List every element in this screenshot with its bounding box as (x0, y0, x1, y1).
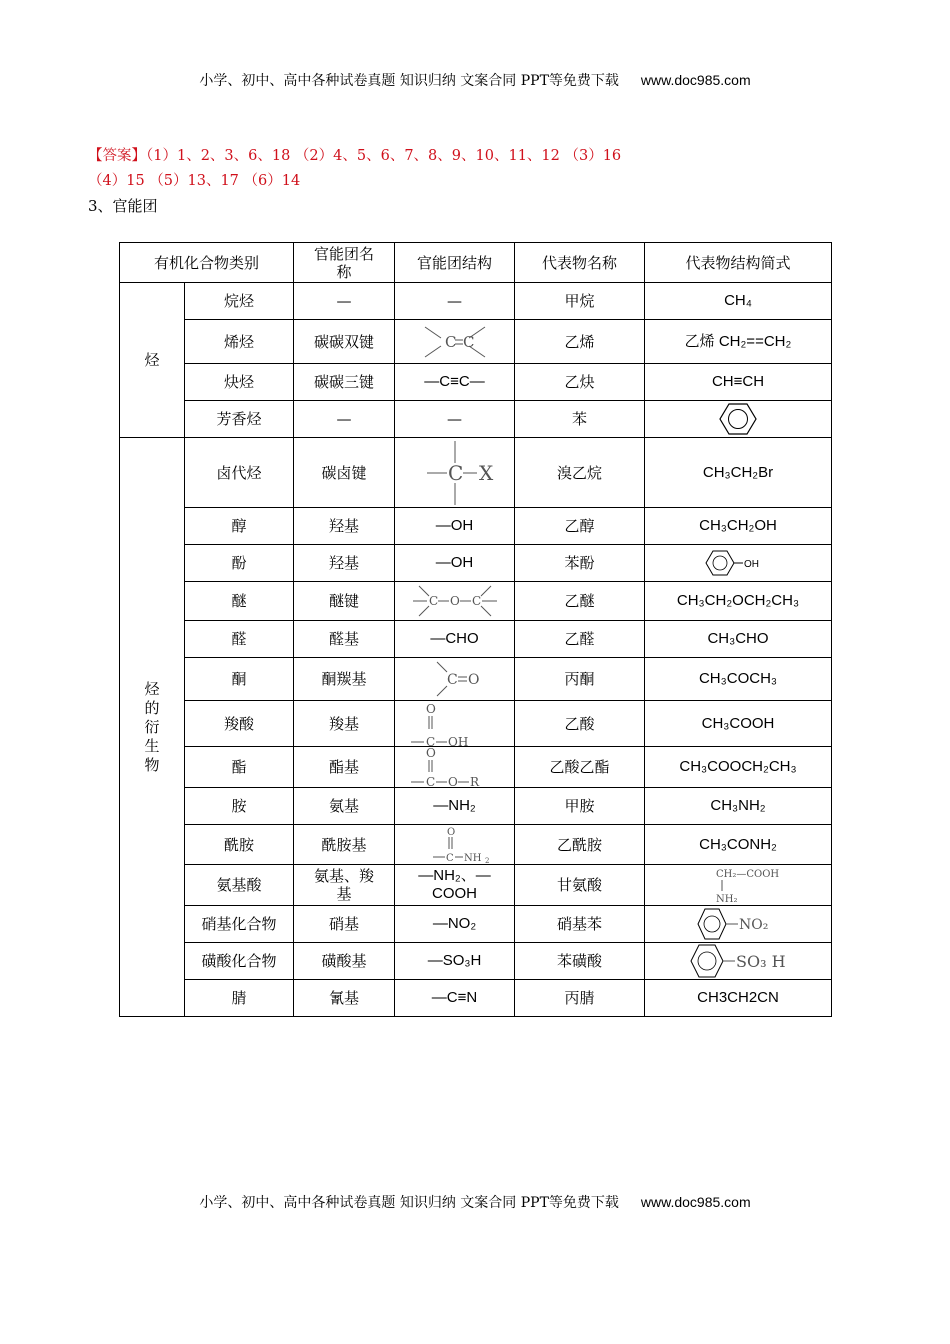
alkene-structure (395, 320, 515, 364)
table-row (120, 621, 832, 658)
svg-text:C: C (445, 853, 454, 864)
cell-fg-structure: —C≡N (395, 980, 515, 1017)
table-row (120, 401, 832, 438)
cell-rep-formula: CH₃CONH₂ (645, 825, 832, 865)
svg-text:O: O (425, 747, 436, 760)
svg-text:C: C (428, 594, 438, 608)
group-hydrocarbon: 烃 (120, 283, 185, 438)
halide-structure (395, 438, 515, 508)
cell-fg-structure: —OH (395, 545, 515, 582)
table-header-row (120, 243, 832, 283)
cell-rep-name: 乙烯 (515, 320, 645, 364)
cell-rep-formula: CH₃CH₂OH (645, 508, 832, 545)
cell-category: 羧酸 (185, 701, 294, 747)
carboxyl-structure (395, 701, 515, 747)
svg-text:C: C (471, 594, 481, 608)
svg-text:O: O (446, 827, 455, 838)
cell-rep-formula: CH₃NH₂ (645, 788, 832, 825)
svg-text:OH: OH (744, 559, 759, 570)
footer-text: 小学、初中、高中各种试卷真题 知识归纳 文案合同 PPT等免费下载 (199, 1195, 619, 1211)
svg-text:O: O (449, 594, 460, 608)
svg-text:O: O (425, 702, 436, 716)
table-row (120, 582, 832, 621)
svg-text:C: C (425, 775, 435, 787)
cell-rep-name: 乙醇 (515, 508, 645, 545)
cell-fg-structure: —OH (395, 508, 515, 545)
cell-category: 磺酸化合物 (185, 943, 294, 980)
cell-fg-name: 硝基 (294, 906, 395, 943)
ether-structure (395, 582, 515, 621)
svg-text:C: C (446, 672, 458, 688)
cell-category: 烯烃 (185, 320, 294, 364)
cell-category: 酰胺 (185, 825, 294, 865)
cell-rep-formula: CH₃CH₂OCH₂CH₃ (645, 582, 832, 621)
cell-rep-name: 乙酸 (515, 701, 645, 747)
cell-fg-structure: — (395, 283, 515, 320)
answer-line-2: （4）15 （5）13、17 （6）14 (88, 173, 301, 189)
cell-fg-name: 羟基 (294, 545, 395, 582)
cell-fg-name: — (294, 283, 395, 320)
cell-rep-formula: CH≡CH (645, 364, 832, 401)
cell-fg-name: 醚键 (294, 582, 395, 621)
cell-rep-formula: CH₃COOCH₂CH₃ (645, 747, 832, 788)
benzenesulfonic-structure (645, 943, 832, 980)
cell-category: 酯 (185, 747, 294, 788)
cell-category: 醇 (185, 508, 294, 545)
cell-category: 芳香烃 (185, 401, 294, 438)
cell-rep-name: 乙炔 (515, 364, 645, 401)
ketone-structure (395, 658, 515, 701)
cell-fg-name: 碳碳双键 (294, 320, 395, 364)
table-row (120, 980, 832, 1017)
cell-category: 氨基酸 (185, 865, 294, 906)
footer-site[interactable]: www.doc985.com (640, 1194, 751, 1210)
cell-category: 硝基化合物 (185, 906, 294, 943)
svg-text:OH: OH (447, 735, 468, 746)
svg-text:C: C (462, 332, 474, 351)
cell-fg-name: 羧基 (294, 701, 395, 747)
svg-text:O: O (467, 672, 479, 688)
cell-fg-name: — (294, 401, 395, 438)
cell-rep-formula: CH₄ (645, 283, 832, 320)
cell-fg-name: 氨基 (294, 788, 395, 825)
cell-rep-name: 甲烷 (515, 283, 645, 320)
svg-text:NH: NH (463, 853, 481, 864)
cell-rep-name: 乙醚 (515, 582, 645, 621)
table-row (120, 438, 832, 508)
table-row (120, 906, 832, 943)
cell-fg-structure: —NO₂ (395, 906, 515, 943)
table-row (120, 825, 832, 865)
cell-fg-structure: — (395, 401, 515, 438)
cell-category: 醛 (185, 621, 294, 658)
cell-fg-name: 醛基 (294, 621, 395, 658)
cell-category: 酮 (185, 658, 294, 701)
table-row (120, 364, 832, 401)
header-rep-formula: 代表物结构简式 (645, 243, 832, 283)
cell-rep-name: 乙酰胺 (515, 825, 645, 865)
cell-fg-name: 碳碳三键 (294, 364, 395, 401)
nitrobenzene-structure (645, 906, 832, 943)
table-row (120, 701, 832, 747)
cell-fg-name: 酮羰基 (294, 658, 395, 701)
cell-rep-formula: 乙烯 CH₂==CH₂ (645, 320, 832, 364)
cell-rep-name: 丙腈 (515, 980, 645, 1017)
svg-text:NH₂: NH₂ (716, 894, 738, 905)
header-rep-name: 代表物名称 (515, 243, 645, 283)
cell-rep-formula: CH₃CH₂Br (645, 438, 832, 508)
amide-structure (395, 825, 515, 865)
svg-text:C: C (444, 332, 456, 351)
cell-rep-name: 乙醛 (515, 621, 645, 658)
answer-line-1: 【答案】（1）1、2、3、6、18 （2）4、5、6、7、8、9、10、11、12 （3）16 (88, 148, 622, 164)
header-fg-structure: 官能团结构 (395, 243, 515, 283)
svg-text:O: O (447, 775, 458, 787)
page-header (0, 70, 950, 90)
table-row (120, 283, 832, 320)
svg-text:CH₂—COOH: CH₂—COOH (716, 869, 780, 880)
section-title: 3、官能团 (88, 197, 158, 215)
cell-fg-name: 酰胺基 (294, 825, 395, 865)
group-derivative: 烃的衍生物 (120, 438, 185, 1017)
table-row (120, 747, 832, 788)
phenol-structure (645, 545, 832, 582)
cell-fg-structure: —C≡C— (395, 364, 515, 401)
table-row (120, 788, 832, 825)
table-row (120, 508, 832, 545)
cell-fg-structure: —NH₂、—COOH (395, 865, 515, 906)
svg-text:NO₂: NO₂ (739, 917, 769, 933)
cell-rep-name: 溴乙烷 (515, 438, 645, 508)
svg-text:C: C (447, 460, 463, 485)
cell-fg-name: 磺酸基 (294, 943, 395, 980)
cell-category: 烷烃 (185, 283, 294, 320)
svg-text:2: 2 (484, 857, 489, 864)
cell-rep-name: 苯 (515, 401, 645, 438)
table-row (120, 320, 832, 364)
cell-rep-name: 丙酮 (515, 658, 645, 701)
cell-fg-name: 碳卤键 (294, 438, 395, 508)
header-fg-name: 官能团名称 (294, 243, 395, 283)
svg-text:SO₃ H: SO₃ H (736, 952, 786, 971)
table-row (120, 658, 832, 701)
table-row (120, 865, 832, 906)
glycine-structure (645, 865, 832, 906)
cell-rep-name: 硝基苯 (515, 906, 645, 943)
cell-fg-name: 酯基 (294, 747, 395, 788)
cell-fg-name: 氨基、羧基 (294, 865, 395, 906)
header-site[interactable]: www.doc985.com (640, 72, 751, 88)
cell-rep-formula: CH3CH2CN (645, 980, 832, 1017)
cell-category: 酚 (185, 545, 294, 582)
cell-fg-structure: —NH₂ (395, 788, 515, 825)
cell-category: 炔烃 (185, 364, 294, 401)
cell-category: 醚 (185, 582, 294, 621)
cell-fg-name: 羟基 (294, 508, 395, 545)
table-row (120, 545, 832, 582)
cell-rep-name: 甘氨酸 (515, 865, 645, 906)
cell-rep-formula: CH₃COCH₃ (645, 658, 832, 701)
header-text: 小学、初中、高中各种试卷真题 知识归纳 文案合同 PPT等免费下载 (199, 73, 619, 89)
functional-group-table (119, 242, 832, 1017)
cell-rep-formula: CH₃COOH (645, 701, 832, 747)
cell-category: 胺 (185, 788, 294, 825)
cell-fg-structure: —CHO (395, 621, 515, 658)
header-category: 有机化合物类别 (120, 243, 294, 283)
benzene-structure (645, 401, 832, 438)
ester-structure (395, 747, 515, 788)
cell-fg-name: 氰基 (294, 980, 395, 1017)
cell-rep-name: 甲胺 (515, 788, 645, 825)
cell-category: 腈 (185, 980, 294, 1017)
cell-rep-name: 苯磺酸 (515, 943, 645, 980)
table-row (120, 943, 832, 980)
svg-text:X: X (478, 460, 493, 485)
page-footer (0, 1192, 950, 1212)
svg-text:R: R (469, 775, 479, 787)
cell-rep-formula: CH₃CHO (645, 621, 832, 658)
cell-category: 卤代烃 (185, 438, 294, 508)
cell-fg-structure: —SO₃H (395, 943, 515, 980)
cell-rep-name: 苯酚 (515, 545, 645, 582)
svg-text:C: C (425, 735, 435, 746)
cell-rep-name: 乙酸乙酯 (515, 747, 645, 788)
